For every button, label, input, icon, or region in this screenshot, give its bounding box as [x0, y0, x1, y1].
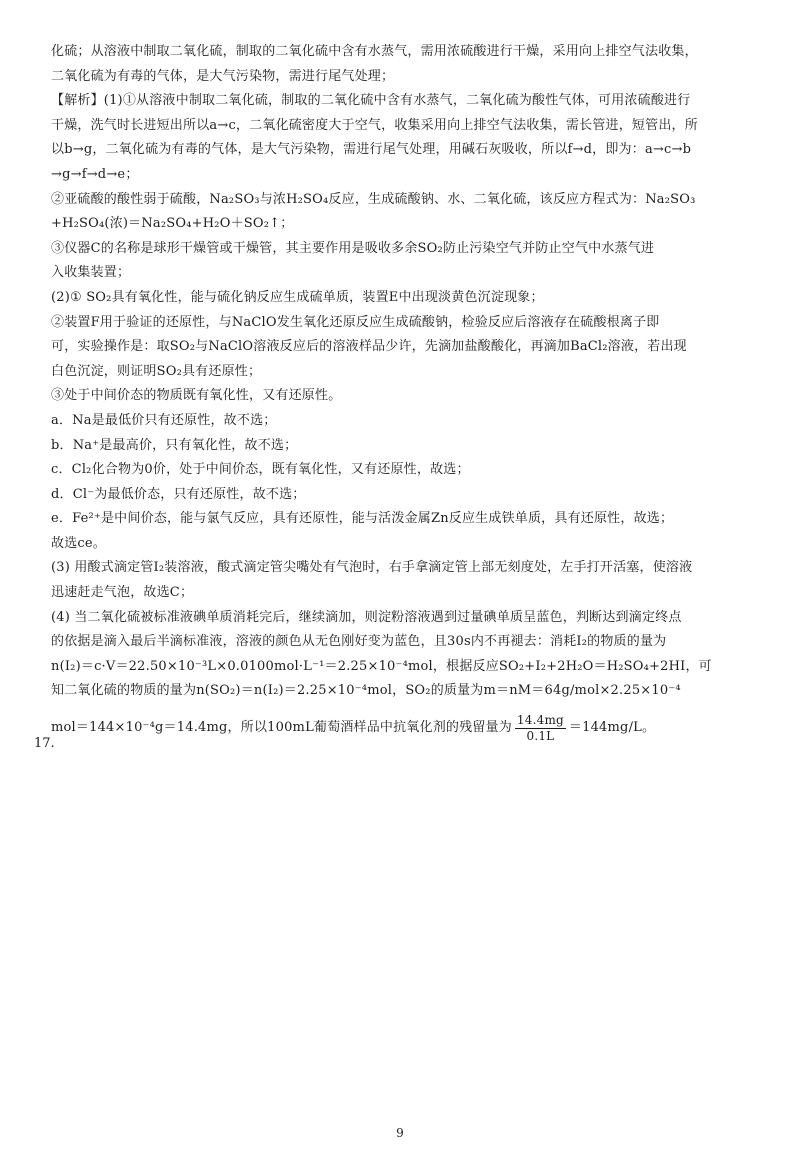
text-line: 迅速赶走气泡，故选C；	[51, 585, 194, 601]
answer-text-block	[51, 40, 751, 748]
text-line: ②亚硫酸的酸性弱于硫酸，Na₂SO₃与浓H₂SO₄反应，生成硫酸钠、水、二氧化硫，该反应方程式为：Na₂SO₃	[51, 191, 696, 207]
final-result-line	[51, 708, 751, 748]
text-line: 二氧化硫为有毒的气体，是大气污染物，需进行尾气处理；	[51, 68, 395, 84]
text-line: 故选ce。	[51, 535, 106, 551]
text-line: ②装置F用于验证的还原性，与NaClO发生氧化还原反应生成硫酸钠，检验反应后溶液存在硫酸根离子即	[51, 314, 660, 330]
final-line-suffix: ＝144mg/L。	[568, 719, 656, 735]
question-number: 17.	[34, 736, 55, 751]
text-line: →g→f→d→e；	[51, 166, 139, 182]
text-line: c．Cl₂化合物为0价，处于中间价态，既有氧化性，又有还原性，故选；	[51, 462, 470, 478]
text-line: d．Cl⁻为最低价态，只有还原性，故不选；	[51, 486, 306, 502]
text-line: 【解析】(1)①从溶液中制取二氧化硫，制取的二氧化硫中含有水蒸气，二氧化硫为酸性气体，可用浓硫酸进行	[51, 93, 691, 109]
text-line: 入收集装置；	[51, 265, 131, 281]
text-line: (2)① SO₂具有氧化性，能与硫化钠反应生成硫单质，装置E中出现淡黄色沉淀现象；	[51, 289, 544, 305]
text-line: n(I₂)＝c·V＝22.50×10⁻³L×0.0100mol·L⁻¹＝2.25×10⁻⁴mol，根据反应SO₂+I₂+2H₂O＝H₂SO₄+2HI，可	[51, 658, 712, 674]
text-line: 知二氧化硫的物质的量为n(SO₂)＝n(I₂)＝2.25×10⁻⁴mol，SO₂的质量为m＝nM＝64g/mol×2.25×10⁻⁴	[51, 683, 681, 699]
text-line: (4) 当二氧化硫被标准液碘单质消耗完后，继续滴加，则淀粉溶液遇到过量碘单质呈蓝色，判断达到滴定终点	[51, 609, 682, 625]
text-line: 以b→g，二氧化硫为有毒的气体，是大气污染物，需进行尾气处理，用碱石灰吸收，所以f→d，即为：a→c→b	[51, 142, 692, 158]
text-line: +H₂SO₄(浓)＝Na₂SO₄+H₂O＋SO₂↑；	[51, 216, 294, 232]
text-line: ③仪器C的名称是球形干燥管或干燥管，其主要作用是吸收多余SO₂防止污染空气并防止空气中水蒸气进	[51, 240, 655, 256]
text-line: (3) 用酸式滴定管I₂装溶液，酸式滴定管尖嘴处有气泡时，右手拿滴定管上部无刻度处，左手打开活塞，使溶液	[51, 560, 693, 576]
fraction-numerator: 14.4mg	[516, 712, 564, 727]
text-line: 干燥，洗气时长进短出所以a→c，二氧化硫密度大于空气，收集采用向上排空气法收集，需长管进，短管出，所	[51, 117, 698, 133]
text-line: 化硫；从溶液中制取二氧化硫，制取的二氧化硫中含有水蒸气，需用浓硫酸进行干燥，采用向上排空气法收集，	[51, 44, 698, 59]
residue-fraction	[515, 713, 566, 744]
text-line: 可，实验操作是：取SO₂与NaClO溶液反应后的溶液样品少许，先滴加盐酸酸化，再滴加BaCl₂溶液，若出现	[51, 339, 687, 355]
text-line: a．Na是最低价只有还原性，故不选；	[51, 412, 277, 428]
page-number: 9	[396, 1126, 404, 1140]
text-line: ③处于中间价态的物质既有氧化性，又有还原性。	[51, 388, 342, 404]
text-line: b．Na⁺是最高价，只有氧化性，故不选；	[51, 437, 298, 453]
text-line: e．Fe²⁺是中间价态，能与氯气反应，具有还原性，能与活泼金属Zn反应生成铁单质，具有还原性，故选；	[51, 511, 674, 527]
final-line-prefix: mol＝144×10⁻⁴g＝14.4mg，所以100mL葡萄酒样品中抗氧化剂的残留量为	[51, 719, 512, 735]
text-line: 白色沉淀，则证明SO₂具有还原性；	[51, 363, 262, 379]
text-line: 的依据是滴入最后半滴标准液，溶液的颜色从无色刚好变为蓝色，且30s内不再褪去：消耗I₂的物质的量为	[51, 634, 667, 650]
fraction-denominator: 0.1L	[526, 728, 555, 743]
